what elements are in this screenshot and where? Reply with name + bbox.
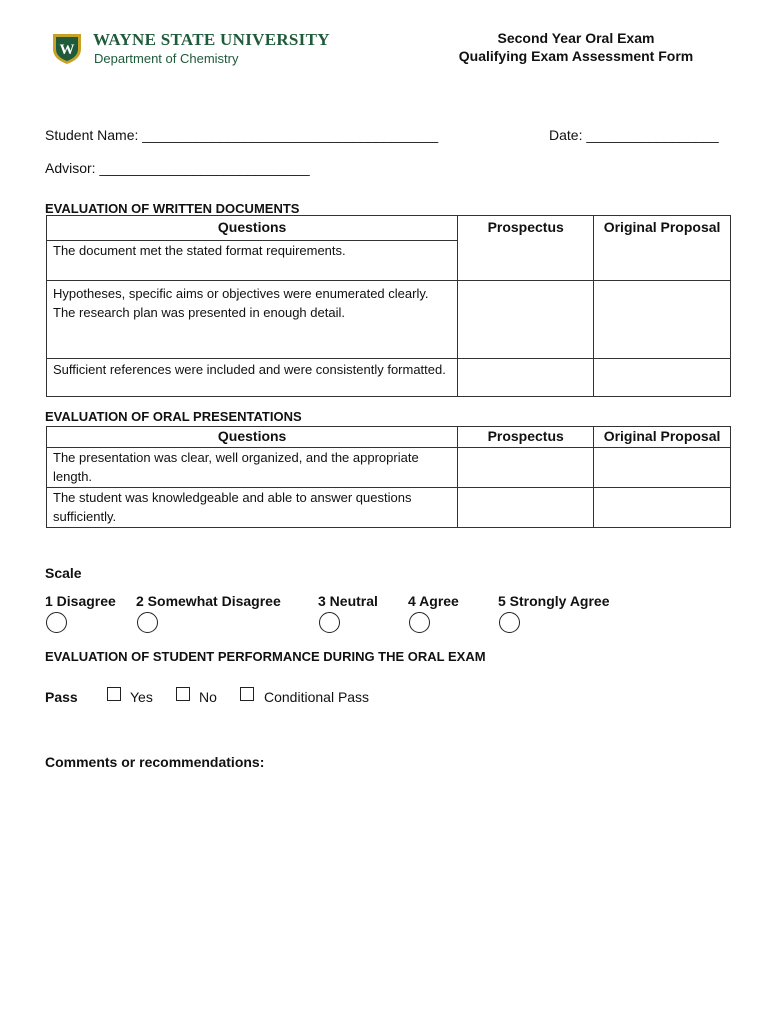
question-hypotheses: Hypotheses, specific aims or objectives were enumerated clearly. The research plan was presented in enough detail. (47, 281, 458, 359)
question-format: The document met the stated format requirements. (47, 241, 458, 281)
advisor-field[interactable]: Advisor: ___________________________ (45, 160, 310, 176)
university-name: WAYNE STATE UNIVERSITY (93, 30, 330, 49)
wayne-state-shield-logo (51, 31, 83, 65)
form-title: Second Year Oral Exam (497, 30, 655, 46)
prospectus-header: Prospectus (458, 216, 594, 281)
scale-option-4-label: 4 Agree (408, 593, 459, 609)
comments-label: Comments or recommendations: (45, 754, 265, 770)
scale-option-2-radio[interactable] (137, 612, 158, 633)
pass-yes-checkbox[interactable] (107, 687, 121, 701)
pass-yes-label: Yes (130, 689, 153, 705)
original-proposal-rating-cell[interactable] (594, 488, 731, 528)
scale-option-3-label: 3 Neutral (318, 593, 378, 609)
scale-heading: Scale (45, 565, 82, 581)
pass-no-label: No (199, 689, 217, 705)
original-proposal-rating-cell[interactable] (594, 359, 731, 397)
performance-heading: EVALUATION OF STUDENT PERFORMANCE DURING THE ORAL EXAM (45, 649, 486, 664)
written-documents-heading: EVALUATION OF WRITTEN DOCUMENTS (45, 201, 300, 216)
form-subtitle: Qualifying Exam Assessment Form (458, 48, 694, 64)
prospectus-rating-cell[interactable] (458, 488, 594, 528)
scale-option-3-radio[interactable] (319, 612, 340, 633)
original-proposal-rating-cell[interactable] (594, 281, 731, 359)
original-proposal-header: Original Proposal (594, 216, 731, 281)
prospectus-rating-cell[interactable] (458, 281, 594, 359)
logo-letter: W (59, 42, 75, 58)
original-proposal-rating-cell[interactable] (594, 448, 731, 488)
conditional-pass-label: Conditional Pass (264, 689, 370, 705)
questions-header: Questions (47, 216, 458, 241)
scale-option-1-radio[interactable] (46, 612, 67, 633)
pass-no-checkbox[interactable] (176, 687, 190, 701)
scale-option-4-radio[interactable] (409, 612, 430, 633)
date-field[interactable]: Date: _________________ (549, 127, 719, 143)
student-name-field[interactable]: Student Name: ______________________________________ (45, 127, 439, 143)
scale-option-1-label: 1 Disagree (45, 593, 116, 609)
department-name: Department of Chemistry (94, 51, 239, 66)
scale-option-5-label: 5 Strongly Agree (498, 593, 610, 609)
question-knowledgeable: The student was knowledgeable and able to answer questions sufficiently. (47, 488, 458, 528)
question-presentation: The presentation was clear, well organized, and the appropriate length. (47, 448, 458, 488)
oral-evaluation-table (46, 426, 731, 528)
comments-area[interactable] (45, 775, 730, 995)
prospectus-rating-cell[interactable] (458, 448, 594, 488)
prospectus-header: Prospectus (458, 427, 594, 448)
written-evaluation-table (46, 215, 731, 397)
scale-option-2-label: 2 Somewhat Disagree (136, 593, 281, 609)
conditional-pass-checkbox[interactable] (240, 687, 254, 701)
question-research-plan: The research plan was presented in enough detail. (53, 305, 345, 320)
prospectus-rating-cell[interactable] (458, 359, 594, 397)
oral-presentations-heading: EVALUATION OF ORAL PRESENTATIONS (45, 409, 302, 424)
original-proposal-header: Original Proposal (594, 427, 731, 448)
pass-label: Pass (45, 689, 78, 705)
scale-option-5-radio[interactable] (499, 612, 520, 633)
questions-header: Questions (47, 427, 458, 448)
question-references: Sufficient references were included and were consistently formatted. (47, 359, 458, 397)
